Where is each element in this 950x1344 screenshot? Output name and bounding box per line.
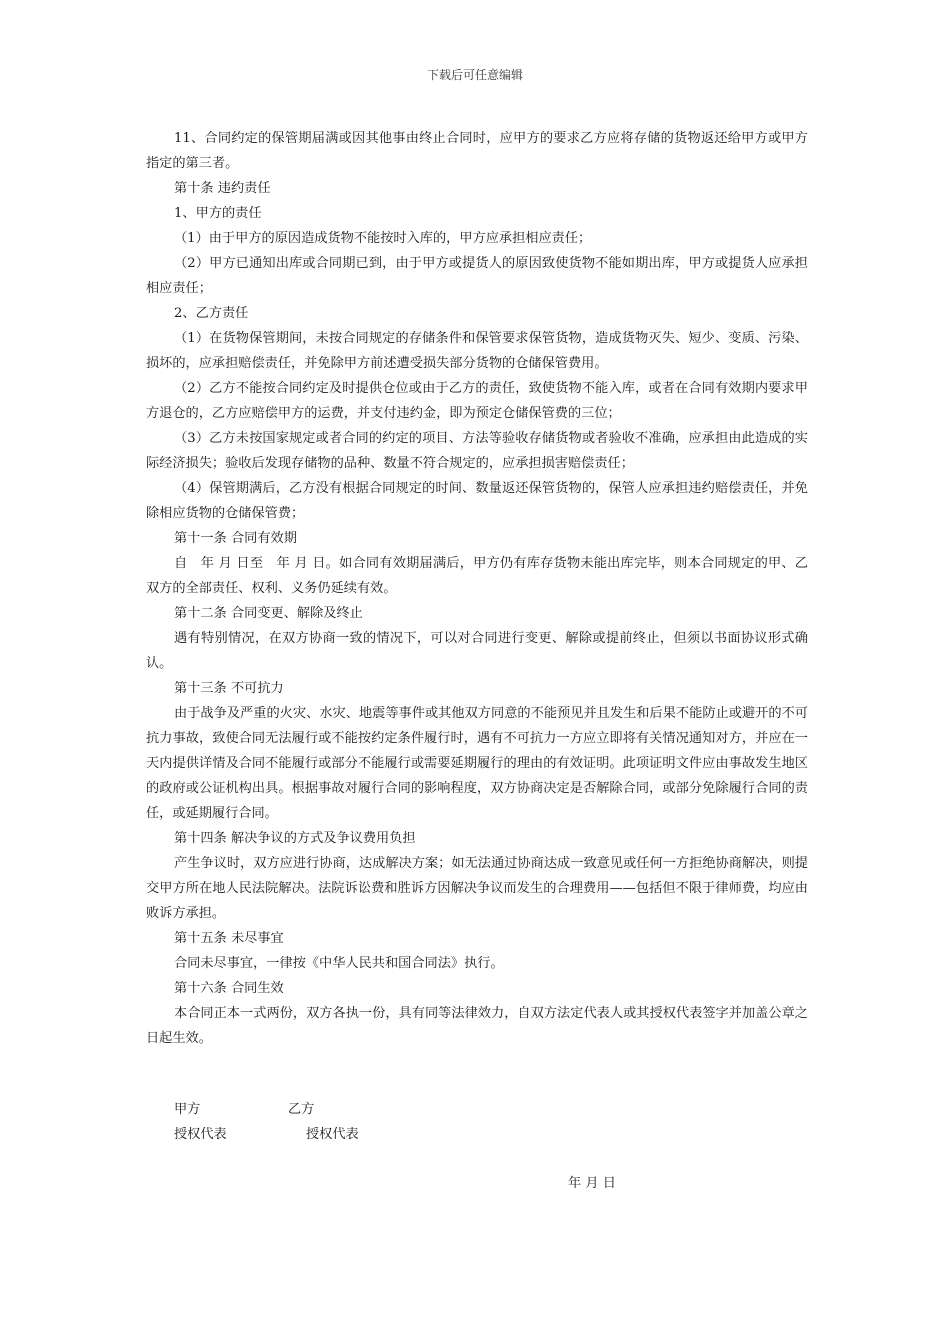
article-13-text: 由于战争及严重的火灾、水灾、地震等事件或其他双方同意的不能预见并且发生和后果不能防止或避开的不可抗力事故，致使合同无法履行或不能按约定条件履行时，遇有不可抗力一方应立即将有关情况通知对方，并应在一天内提供详情及合同不能履行或部分不能履行或需要延期履行的理由的有效证明。此项证明文件应由事故发生地区的政府或公证机构出具。根据事故对履行合同的影响程度，双方协商决定是否解除合同，或部分免除履行合同的责任，或延期履行合同。: [146, 706, 808, 821]
article-13-title: 第十三条 不可抗力: [174, 681, 284, 696]
party-b-liability-3: （3）乙方未按国家规定或者合同的约定的项目、方法等验收存储货物或者验收不准确，应承担由此造成的实际经济损失；验收后发现存储物的品种、数量不符合规定的，应承担损害赔偿责任；: [146, 431, 808, 471]
party-a-rep-label: 授权代表: [174, 1127, 227, 1142]
article-15-title: 第十五条 未尽事宜: [174, 931, 284, 946]
party-a-label: 甲方: [174, 1102, 201, 1117]
party-a-liability-2: （2）甲方已通知出库或合同期已到，由于甲方或提货人的原因致使货物不能如期出库，甲方或提货人应承担相应责任；: [146, 256, 808, 296]
article-10-title: 第十条 违约责任: [174, 181, 271, 196]
party-b-liability-2: （2）乙方不能按合同约定及时提供仓位或由于乙方的责任，致使货物不能入库，或者在合同有效期内要求甲方退仓的，乙方应赔偿甲方的运费，并支付违约金，即为预定仓储保管费的三位；: [146, 381, 808, 421]
article-16-title: 第十六条 合同生效: [174, 981, 284, 996]
article-12-text: 遇有特别情况，在双方协商一致的情况下，可以对合同进行变更、解除或提前终止，但须以书面协议形式确认。: [146, 631, 808, 671]
party-a-liability-1: （1）由于甲方的原因造成货物不能按时入库的，甲方应承担相应责任；: [174, 231, 592, 246]
page-header: 下载后可任意编辑: [426, 68, 523, 82]
party-b-liability-4: （4）保管期满后，乙方没有根据合同规定的时间、数量返还保管货物的，保管人应承担违约赔偿责任，并免除相应货物的仓储保管费；: [146, 481, 808, 521]
article-14-title: 第十四条 解决争议的方式及争议费用负担: [174, 831, 416, 846]
article-16-text: 本合同正本一式两份，双方各执一份，具有同等法律效力，自双方法定代表人或其授权代表签字并加盖公章之日起生效。: [146, 1006, 808, 1046]
article-11-title: 第十一条 合同有效期: [174, 531, 297, 546]
clause-return-goods: 11、合同约定的保管期届满或因其他事由终止合同时，应甲方的要求乙方应将存储的货物返还给甲方或甲方指定的第三者。: [146, 131, 808, 171]
signing-date: 年 月 日: [568, 1176, 616, 1191]
article-11-text: 自 年 月 日至 年 月 日。如合同有效期届满后，甲方仍有库存货物未能出库完毕，则本合同规定的甲、乙双方的全部责任、权利、义务仍延续有效。: [146, 556, 808, 596]
article-15-text: 合同未尽事宜，一律按《中华人民共和国合同法》执行。: [174, 956, 504, 971]
contract-body: [146, 126, 808, 1051]
article-12-title: 第十二条 合同变更、解除及终止: [174, 606, 363, 621]
party-b-rep-label: 授权代表: [306, 1127, 359, 1142]
party-b-label: 乙方: [288, 1102, 315, 1117]
article-14-text: 产生争议时，双方应进行协商，达成解决方案；如无法通过协商达成一致意见或任何一方拒绝协商解决，则提交甲方所在地人民法院解决。法院诉讼费和胜诉方因解决争议而发生的合理费用——包括但不限于律师费，均应由败诉方承担。: [146, 856, 808, 921]
party-b-liability-heading: 2、乙方责任: [174, 306, 249, 321]
party-b-liability-1: （1）在货物保管期间，未按合同规定的存储条件和保管要求保管货物，造成货物灭失、短少、变质、污染、损坏的，应承担赔偿责任，并免除甲方前述遭受损失部分货物的仓储保管费用。: [146, 331, 808, 371]
party-a-liability-heading: 1、甲方的责任: [174, 206, 262, 221]
